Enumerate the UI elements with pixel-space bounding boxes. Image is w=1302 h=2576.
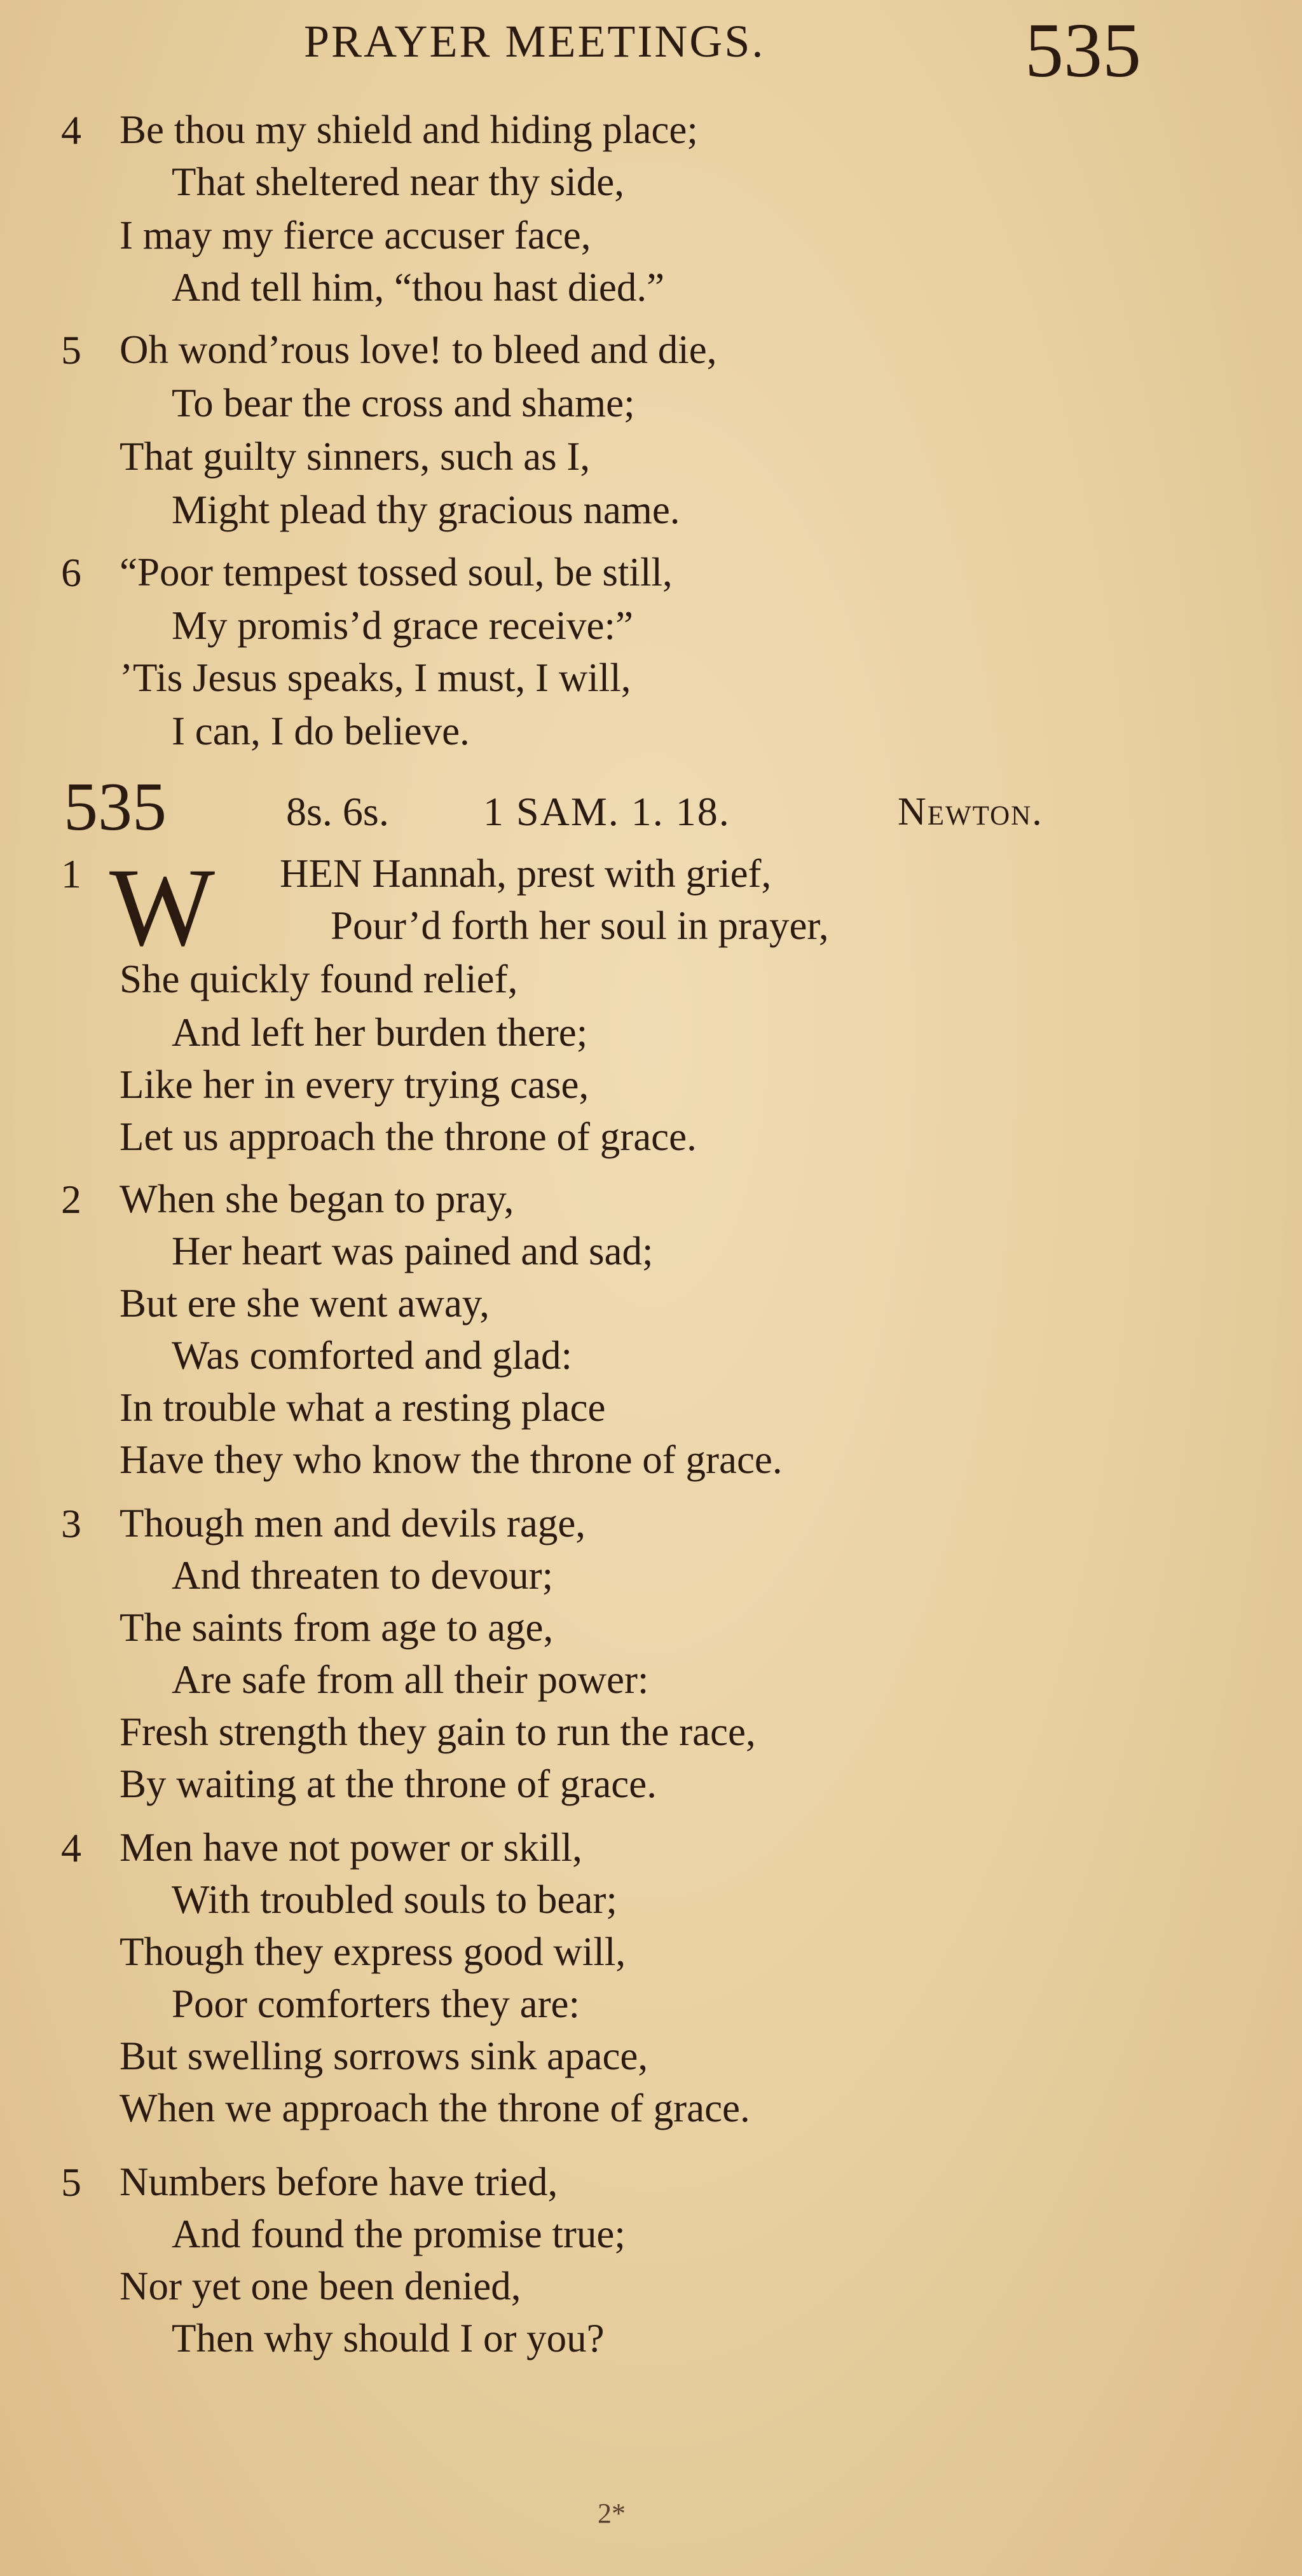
signature-mark: 2*	[598, 2498, 626, 2529]
verse-line: Let us approach the throne of grace.	[120, 1114, 697, 1159]
hymn-number: 535	[64, 769, 167, 845]
verse-line: Men have not power or skill,	[120, 1825, 582, 1870]
verse-line: My promis’d grace receive:”	[172, 603, 633, 648]
verse-line: Pour’d forth her soul in prayer,	[331, 903, 829, 948]
hymn-meter: 8s. 6s.	[286, 789, 389, 834]
verse-line: Fresh strength they gain to run the race,	[120, 1709, 756, 1754]
verse-line: Was comforted and glad:	[172, 1333, 572, 1378]
verse-line: That guilty sinners, such as I,	[120, 434, 591, 479]
verse-line: HEN Hannah, prest with grief,	[280, 851, 772, 896]
verse-line: And found the promise true;	[172, 2212, 626, 2256]
page-number: 535	[1025, 8, 1141, 93]
verse-line: Are safe from all their power:	[172, 1657, 649, 1702]
verse-line: She quickly found relief,	[120, 957, 518, 1001]
verse-line: The saints from age to age,	[120, 1605, 554, 1650]
verse-line: Then why should I or you?	[172, 2316, 605, 2360]
hymn-author: Newton.	[898, 790, 1043, 833]
hymn-header	[64, 769, 1106, 847]
verse-line: And tell him, “thou hast died.”	[172, 265, 665, 310]
verse-line: Nor yet one been denied,	[120, 2264, 521, 2308]
verse-line: Be thou my shield and hiding place;	[120, 107, 698, 152]
verse-line: Poor comforters they are:	[172, 1982, 580, 2026]
verse-line: Have they who know the throne of grace.	[120, 1437, 783, 1482]
verse-line: Though they express good will,	[120, 1929, 626, 1974]
verse-line: To bear the cross and shame;	[172, 381, 635, 425]
drop-cap: W	[109, 846, 216, 969]
verse-line: ’Tis Jesus speaks, I must, I will,	[120, 655, 631, 700]
verse-line: And left her burden there;	[172, 1010, 588, 1055]
verse-line: When she began to pray,	[120, 1177, 514, 1221]
verse-line: When we approach the throne of grace.	[120, 2086, 750, 2130]
running-header: PRAYER MEETINGS.	[304, 16, 765, 67]
verse-line: Might plead thy gracious name.	[172, 488, 680, 532]
verse-line: I can, I do believe.	[172, 709, 470, 753]
verse-line: Though men and devils rage,	[120, 1501, 586, 1545]
verse-line: But ere she went away,	[120, 1281, 490, 1326]
stanza-number: 6	[61, 550, 81, 595]
stanza-number: 5	[61, 2160, 81, 2205]
verse-line: Like her in every trying case,	[120, 1062, 589, 1107]
verse-line: “Poor tempest tossed soul, be still,	[120, 550, 673, 594]
verse-line: In trouble what a resting place	[120, 1385, 606, 1430]
stanza-number: 4	[61, 1825, 81, 1870]
verse-line: Oh wond’rous love! to bleed and die,	[120, 327, 717, 372]
stanza-number: 2	[61, 1177, 81, 1222]
stanza-number: 4	[61, 107, 81, 153]
scripture-reference: 1 SAM. 1. 18.	[483, 789, 730, 834]
verse-line: That sheltered near thy side,	[172, 160, 624, 204]
verse-line: By waiting at the throne of grace.	[120, 1762, 657, 1806]
verse-line: With troubled souls to bear;	[172, 1877, 617, 1922]
verse-line: And threaten to devour;	[172, 1553, 554, 1598]
stanza-number: 3	[61, 1501, 81, 1546]
stanza-number: 1	[61, 851, 81, 896]
verse-line: Numbers before have tried,	[120, 2160, 558, 2204]
verse-line: I may my fierce accuser face,	[120, 213, 591, 257]
verse-line: Her heart was pained and sad;	[172, 1229, 654, 1273]
verse-line: But swelling sorrows sink apace,	[120, 2034, 648, 2078]
stanza-number: 5	[61, 327, 81, 373]
